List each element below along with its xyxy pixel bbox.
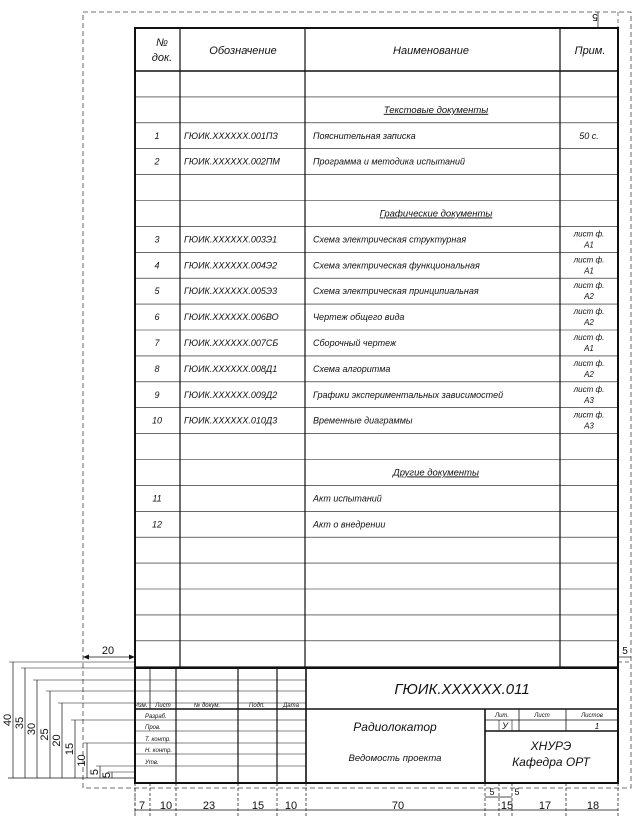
dim-b-5b: 5: [514, 787, 520, 797]
vdim-label: 20: [51, 734, 63, 747]
tb-col-sign: Подп.: [249, 703, 265, 709]
row-doc-no: 5: [154, 286, 160, 297]
row-note-line1: лист ф.: [573, 307, 605, 317]
dim-b-70: 70: [391, 800, 405, 812]
row-designation: ГЮИК.XXXXXX.009Д2: [184, 389, 278, 400]
row-name: Пояснительная записка: [313, 130, 416, 141]
row-note-line1: лист ф.: [573, 255, 605, 265]
row-doc-no: 9: [154, 389, 160, 400]
tb-role-norm-control: Н. контр.: [145, 748, 173, 754]
section-heading: Текстовые документы: [383, 104, 489, 116]
dim-b-15: 15: [251, 800, 265, 812]
row-doc-no: 12: [151, 519, 163, 530]
left-vertical-dimensions: [2, 662, 135, 778]
dim-b-7: 7: [138, 800, 146, 812]
row-name: Временные диаграммы: [313, 415, 413, 426]
vdim-label: 5: [89, 768, 101, 776]
tb-lit-label: Лит.: [494, 713, 510, 719]
dim-b-10b: 10: [284, 800, 298, 812]
row-doc-no: 10: [151, 415, 163, 426]
tb-org-line2: Кафедра ОРТ: [512, 755, 590, 769]
dim-b-23: 23: [202, 800, 216, 812]
row-note-line2: А1: [584, 266, 594, 276]
dim-b-5a: 5: [489, 787, 495, 797]
vdim-label: 10: [76, 754, 88, 767]
tb-sheets-value: 1: [594, 722, 600, 731]
vdim-label: 40: [2, 713, 14, 727]
row-note-line1: лист ф.: [573, 358, 605, 368]
row-doc-no: 3: [154, 234, 160, 245]
tb-doc-type: Ведомость проекта: [348, 753, 442, 764]
vdim-label: 15: [64, 742, 76, 756]
row-designation: ГЮИК.XXXXXX.008Д1: [184, 363, 278, 374]
dim-b-10a: 10: [159, 800, 173, 812]
row-designation: ГЮИК.XXXXXX.001ПЗ: [184, 130, 278, 141]
row-note-line1: лист ф.: [573, 333, 605, 342]
row-name: Программа и методика испытаний: [313, 156, 465, 167]
row-note-line1: лист ф.: [573, 410, 605, 420]
tb-col-izm: Изм.: [134, 703, 148, 709]
row-doc-no: 8: [154, 363, 160, 374]
row-designation: ГЮИК.XXXXXX.010Д3: [184, 415, 278, 426]
title-block-text: [135, 681, 603, 769]
header-doc-no-line2: док.: [151, 52, 173, 64]
row-name: Графики экспериментальных зависимостей: [313, 389, 504, 400]
tb-sheets-label: Листов: [581, 713, 603, 719]
tb-role-tech-control: Т. контр.: [145, 737, 171, 743]
header-doc-no-line1: №: [156, 37, 168, 49]
row-note-line2: А2: [584, 369, 594, 379]
row-doc-no: 7: [154, 337, 160, 348]
row-designation: ГЮИК.XXXXXX.007СБ: [184, 337, 279, 348]
dim-right-margin: 5: [622, 646, 628, 657]
tb-role-approved: Утв.: [145, 760, 159, 766]
spec-table-text: [152, 105, 604, 529]
row-name: Чертеж общего вида: [313, 312, 405, 323]
dim-top-margin: 5: [592, 11, 598, 22]
row-name: Сборочный чертеж: [313, 337, 397, 348]
row-note-line2: А3: [584, 395, 594, 405]
row-note-line1: лист ф.: [573, 384, 605, 394]
section-heading: Другие документы: [393, 467, 479, 479]
frame-border: [135, 28, 618, 783]
row-note-line2: А2: [584, 318, 594, 328]
tb-role-developer: Разраб.: [145, 714, 167, 720]
row-note-line2: А1: [584, 344, 594, 353]
row-note-line2: А3: [584, 421, 594, 431]
dim-left-margin: 20: [101, 645, 115, 657]
tb-col-docnum: № докум.: [193, 703, 221, 709]
vdim-label: 35: [14, 716, 26, 730]
row-designation: ГЮИК.XXXXXX.004Э2: [184, 260, 278, 271]
header-name: Наименование: [393, 45, 469, 57]
row-designation: ГЮИК.XXXXXX.003Э1: [184, 234, 278, 245]
dim-b-15b: 15: [500, 800, 514, 812]
row-name: Схема электрическая структурная: [313, 234, 467, 245]
page-outline: [83, 12, 631, 788]
row-doc-no: 6: [154, 312, 160, 323]
row-name: Схема алгоритма: [313, 363, 391, 374]
header-note: Прим.: [574, 45, 606, 57]
vdim-label: 5: [101, 771, 113, 779]
row-name: Схема электрическая функциональная: [313, 260, 480, 271]
tb-role-checked: Пров.: [145, 725, 161, 731]
tb-col-date: Дата: [283, 703, 299, 709]
row-doc-no: 2: [154, 156, 160, 167]
tb-lit-value: У: [502, 721, 508, 731]
row-note-line2: А2: [584, 292, 594, 302]
row-note-line1: лист ф.: [573, 281, 605, 291]
row-note: 50 с.: [579, 130, 599, 141]
section-heading: Графические документы: [379, 208, 493, 220]
row-name: Акт испытаний: [313, 493, 382, 504]
vdim-label: 30: [26, 722, 38, 736]
tb-product-name: Радиолокатор: [353, 720, 437, 734]
row-designation: ГЮИК.XXXXXX.006ВО: [184, 312, 279, 323]
dim-b-17: 17: [538, 800, 552, 812]
row-doc-no: 11: [152, 493, 162, 504]
tb-org-line1: ХНУРЭ: [530, 739, 572, 753]
row-designation: ГЮИК.XXXXXX.005Э3: [184, 286, 278, 297]
row-doc-no: 1: [154, 130, 160, 141]
tb-sheet-label: Лист: [534, 713, 550, 719]
row-note-line2: А1: [584, 240, 594, 250]
row-name: Схема электрическая принципиальная: [313, 286, 479, 297]
tb-col-list: Лист: [155, 703, 171, 709]
vdim-label: 25: [39, 728, 51, 741]
dim-b-18: 18: [586, 800, 600, 812]
tb-document-code: ГЮИК.XXXXXX.011: [394, 681, 530, 698]
row-name: Акт о внедрении: [313, 519, 386, 530]
header-designation: Обозначение: [209, 45, 277, 57]
spec-table-grid: [135, 28, 618, 668]
row-note-line1: лист ф.: [573, 229, 605, 239]
row-doc-no: 4: [154, 260, 160, 271]
row-designation: ГЮИК.XXXXXX.002ПМ: [184, 156, 280, 167]
